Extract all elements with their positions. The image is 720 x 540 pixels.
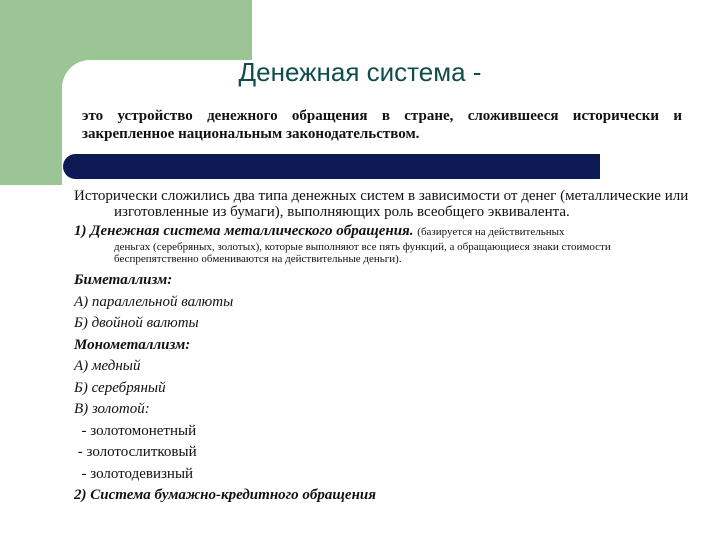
- list-subitem: - золотомонетный: [74, 422, 197, 439]
- list-item: Б) двойной валюты: [74, 315, 199, 331]
- intro-paragraph: Исторически сложились два типа денежных систем в зависимости от денег (металлические или изготовленные из бумаги), выполняющих роль всеобщего эквивалента.: [74, 188, 689, 220]
- paper-credit-heading: 2) Система бумажно-кредитного обращения: [74, 487, 376, 503]
- monometallism-heading: Монометаллизм:: [74, 336, 191, 353]
- list-item: А) медный: [74, 358, 141, 374]
- body-content: [74, 188, 694, 507]
- list-subitem: - золотодевизный: [74, 465, 194, 482]
- system-types-list: [74, 270, 694, 507]
- bimetallism-heading: Биметаллизм:: [74, 272, 173, 288]
- list-item: В) золотой:: [74, 401, 150, 417]
- list-subitem: - золотослитковый: [74, 444, 197, 460]
- list-item: А) параллельной валюты: [74, 293, 234, 310]
- metal-system-heading: [74, 222, 694, 241]
- slide-title: Денежная система -: [238, 57, 482, 87]
- metal-system-note-start: (базируется на действительных: [417, 226, 565, 238]
- metal-system-note: деньгах (серебряных, золотых), которые выполняют все пять функций, а обращающиеся знаки стоимости беспрепятственно обмениваются на действительные деньги).: [114, 241, 611, 265]
- divider-bar: [63, 154, 600, 179]
- list-item: Б) серебряный: [74, 379, 166, 396]
- metal-system-title: 1) Денежная система металлического обращения.: [74, 223, 414, 239]
- definition-text: это устройство денежного обращения в стране, сложившееся исторически и закрепленное национальным законодательством.: [82, 108, 682, 142]
